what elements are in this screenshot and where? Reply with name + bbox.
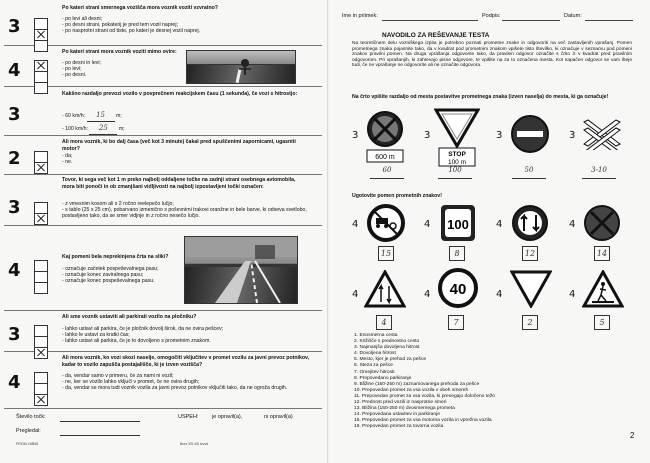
meaning-answer[interactable]: 8 bbox=[449, 246, 465, 261]
meaning-item: 12. Prednost pred vozili iz nasprotne smeri bbox=[354, 400, 447, 406]
options bbox=[62, 60, 101, 79]
question-3 bbox=[4, 87, 322, 136]
question-6 bbox=[4, 226, 322, 311]
question-4 bbox=[4, 136, 322, 175]
meaning-answer[interactable]: 7 bbox=[448, 315, 464, 330]
meaning-item: 14. Prepovedana ustavitev in parkiranje bbox=[354, 412, 440, 418]
points: 3 bbox=[8, 197, 21, 218]
meaning-item: 6. Steza za pešce bbox=[354, 363, 393, 369]
priority-oncoming-sign bbox=[510, 204, 550, 242]
road-obstacle-photo bbox=[186, 50, 296, 84]
points: 4 bbox=[424, 219, 431, 230]
page-number: 2 bbox=[630, 431, 635, 440]
option: - ne. bbox=[62, 159, 73, 166]
question-2 bbox=[4, 46, 322, 87]
points: 2 bbox=[8, 148, 21, 169]
result-label: USPEH: bbox=[178, 414, 199, 420]
question-text: Kakšno razdaljo prevozi vozilo v povprečnem reakcijskem času (1 sekunda), če vozi s hitrostjo: bbox=[62, 91, 298, 97]
form-code: PROM-V#B05 bbox=[16, 442, 39, 446]
speed-label: - 60 km/h: bbox=[62, 113, 86, 119]
option: - po desni in levi; bbox=[62, 60, 101, 66]
speed-number: 100 bbox=[447, 217, 469, 232]
option: - da, vendar se mora tudi voznik vozila za javni prevoz potnikov vključiti tako, da ne ogroža drugih. bbox=[62, 385, 288, 392]
no-stopping-sign-with-plate bbox=[364, 110, 406, 168]
question-1 bbox=[4, 3, 322, 46]
option: - s tablo (25 x 25 cm), pobarvano izmenično s poševnimi trakovi oranžne in bele barve, ki odseva svetlobo, postavljeno tako, da se smer vidjnje in z ročno nesečo lučjo. bbox=[62, 207, 307, 220]
lane-markings-photo bbox=[185, 237, 297, 303]
option: - označuje konec zaviralnega pasu; bbox=[62, 272, 144, 279]
points: 4 bbox=[8, 372, 21, 393]
points: 3 bbox=[8, 324, 21, 345]
option: - lahko ustavi ali parkira, če je pločnik dovolj širok, da ne ovira pešcev; bbox=[62, 326, 224, 332]
date-line[interactable] bbox=[585, 20, 633, 21]
distance-answer[interactable]: 50 bbox=[512, 166, 546, 179]
yield-stop-sign bbox=[434, 108, 480, 168]
meaning-item: 5. Mesto, kjer je prehod za pešce bbox=[354, 357, 427, 363]
failed-label: ni opravil(a) bbox=[264, 414, 293, 420]
no-stopping-parking-sign bbox=[582, 204, 622, 242]
unit: m; bbox=[118, 126, 125, 132]
meaning-item: 2. Križišče s prednostno cesto bbox=[354, 339, 420, 345]
speed-label: - 100 km/h: bbox=[62, 126, 88, 132]
points: 3 bbox=[496, 130, 503, 141]
question-text: Ali sme voznik ustaviti ali parkirati vozilo na pločniku? bbox=[62, 314, 197, 320]
meaning-item: 11. Prepovedan promet za vsa vozila, ki presegajo določeno težo bbox=[354, 393, 496, 399]
meaning-answer[interactable]: 2 bbox=[522, 315, 538, 330]
distance-answer[interactable]: 100 bbox=[438, 166, 472, 179]
points: 4 bbox=[8, 260, 21, 281]
pedestrian-crossing-sign bbox=[582, 270, 624, 308]
meaning-item: 9. Bližine (150-250 m) zaznamovanega prehoda za pešce bbox=[354, 381, 480, 387]
yield-sign bbox=[510, 270, 552, 308]
question-text: Po kateri strani mora voznik voziti mimo ovire: bbox=[62, 49, 177, 55]
meaning-item: 1. Enosmerna cesta bbox=[354, 333, 398, 338]
option: - po desni. bbox=[62, 72, 87, 79]
meaning-item: 13. Bližina (150-250 m) dvosmernega prometa bbox=[354, 406, 455, 412]
reviewer-line[interactable] bbox=[60, 435, 140, 436]
meaning-answer[interactable]: 15 bbox=[378, 246, 394, 261]
distance-answer[interactable]: 3-10 bbox=[582, 166, 616, 179]
stop-plate-text: STOP bbox=[448, 151, 466, 158]
question-text: Ali mora voznik, ki bo dalj časa (več kot 3 minute) čakal pred spuščenimi zapornicami, ugasniti motor? bbox=[62, 139, 296, 152]
railway-cross-sign bbox=[582, 118, 622, 150]
meaning-item: 4. Dovoljena hitrost bbox=[354, 351, 396, 357]
distance-input[interactable]: 25 bbox=[89, 122, 117, 135]
option: - lahko le ustavi za kratki čas; bbox=[62, 332, 130, 339]
option: - da, vendar samo v primeru, če za nami ni vozil; bbox=[62, 373, 174, 379]
passed-label: je opravil(a), bbox=[212, 414, 243, 420]
option: - označuje konec pospeševalnega pasu. bbox=[62, 278, 155, 285]
right-page bbox=[330, 0, 650, 463]
distance-plate: 100 m bbox=[447, 159, 467, 166]
points: 3 bbox=[8, 104, 21, 125]
no-entry-sign bbox=[510, 114, 550, 154]
question-7 bbox=[4, 311, 322, 352]
minimum-speed-sign bbox=[440, 204, 476, 242]
score-line[interactable] bbox=[60, 421, 140, 422]
meaning-answer[interactable]: 5 bbox=[594, 315, 610, 330]
option: - označuje začetek pospeševalnega pasu; bbox=[62, 266, 159, 272]
meaning-item: 15. Prepovedan promet za vsa motorna vozila in vprežna vozila bbox=[354, 418, 492, 424]
options bbox=[62, 266, 159, 285]
answer-box[interactable] bbox=[34, 202, 48, 225]
options bbox=[62, 153, 72, 165]
instructions-title: NAVODILO ZA REŠEVANJE TESTA bbox=[382, 32, 490, 39]
option: - po levi ali desni; bbox=[62, 16, 103, 22]
option: - lahko ustavi ali parkira, če je to dovoljeno s prometnim znakom. bbox=[62, 338, 211, 345]
question-text: Tovor, ki sega več kot 1 m preko najbolj oddaljene točke na zadnji strani osebnega avtomobila, mora biti ponoči in ob zmanjšani vidljivosti na najbolj izpostavljeni točki označen: bbox=[62, 177, 296, 190]
options bbox=[62, 201, 312, 220]
meaning-item: 16. Prepovedan promet za tovorna vozila bbox=[354, 424, 444, 430]
no-motor-vehicles-sign bbox=[367, 204, 405, 242]
option: - po desni strani, pokaterij je pred tem vozil naprej; bbox=[62, 22, 178, 29]
distance-answer[interactable]: 60 bbox=[370, 166, 404, 179]
speed-answers bbox=[62, 109, 125, 135]
options bbox=[62, 16, 200, 35]
option: - z vmesnim kosom ali s 2 ročno reelepečo lučjo; bbox=[62, 201, 174, 207]
distance-input[interactable]: 15 bbox=[87, 109, 115, 122]
meaning-answer[interactable]: 4 bbox=[376, 315, 392, 330]
options bbox=[62, 373, 287, 392]
meaning-item: 3. Najmanjša dovoljena hitrost bbox=[354, 345, 420, 351]
answer-box[interactable] bbox=[34, 372, 48, 406]
meaning-item: 8. Prepovedano parkiranje bbox=[354, 375, 412, 381]
option: - ne, ker se vozilo lahko vključi v promet, če ne ovira drugih; bbox=[62, 379, 200, 386]
points: 4 bbox=[8, 60, 21, 81]
name-label: Ime in priimek: bbox=[342, 13, 378, 19]
question-5 bbox=[4, 175, 322, 226]
page-fold bbox=[327, 0, 329, 463]
meaning-answer[interactable]: 14 bbox=[594, 246, 610, 261]
meaning-answer[interactable]: 12 bbox=[522, 246, 538, 261]
distance-plate: 600 m bbox=[375, 154, 395, 161]
unit: m; bbox=[115, 113, 122, 119]
option: - po levi; bbox=[62, 66, 82, 73]
name-line[interactable] bbox=[382, 20, 478, 21]
question-text: Po kateri strani smernega vozišča mora voznik voziti vzvratno? bbox=[62, 5, 218, 11]
points: 3 bbox=[569, 130, 576, 141]
points: 4 bbox=[569, 289, 576, 300]
meaning-question: Ugotovite pomen prometnih znakov! bbox=[352, 193, 442, 199]
signature-line[interactable] bbox=[502, 20, 560, 21]
answer-box[interactable] bbox=[34, 260, 48, 294]
points: 3 bbox=[352, 130, 359, 141]
signature-label: Podpis: bbox=[482, 13, 501, 19]
points: 4 bbox=[352, 289, 359, 300]
figure-photo bbox=[187, 51, 295, 83]
date-label: Datum: bbox=[564, 13, 582, 19]
points: 3 bbox=[8, 16, 21, 37]
meaning-item: 10. Prepovedan promet za vsa vozila v obeh smereh bbox=[354, 387, 469, 393]
points: 4 bbox=[496, 219, 503, 230]
points: 4 bbox=[569, 219, 576, 230]
edition-code: Brez 3/5 4/5 Izvod bbox=[180, 442, 209, 446]
meaning-item: 7. Omejitev hitrosti bbox=[354, 369, 395, 375]
option: - po nasprotni strani od tiste, po kateri je desnej vozil naprej. bbox=[62, 28, 201, 35]
reviewer-label: Pregledal: bbox=[16, 428, 41, 434]
points: 3 bbox=[424, 130, 431, 141]
sign-meanings-list bbox=[354, 333, 495, 431]
options bbox=[62, 326, 223, 345]
score-label: Število točk: bbox=[16, 414, 46, 420]
answer-box[interactable] bbox=[34, 151, 48, 174]
speed-number: 40 bbox=[449, 281, 467, 298]
instructions-text: Na teoretičnem delu vozniškega izpita je potrebno poznati prometne znake in odgovoriti na več zastavljenih vprašanj. Pomen prometnega znaka pojasnite tako, da v kvadrat pod prometnim znakom vpišete tisto številko, ki označuje v seznamu pod pomeni znakov pravilni pomen. Na druga vprašanja odgovorite tako, da pravilen odgovor označite s črko X v kvadrat pred pravilnim odgovorom. Pri vprašanjih, ki zahtevajo pisne odgovore, te vpišite na za to označena mesta. Kot napačen odgovor se vam šteje tudi, če ne vprašanje ne odgovorite ali ne označite odgovora. bbox=[352, 41, 632, 69]
question-8 bbox=[4, 352, 322, 409]
question-text: Kaj pomeni bela neprekinjena črta na sliki? bbox=[62, 254, 169, 260]
points: 4 bbox=[352, 219, 359, 230]
option: - da; bbox=[62, 153, 73, 159]
two-way-traffic-warning-sign bbox=[364, 270, 406, 308]
points: 4 bbox=[424, 289, 431, 300]
distance-question: Na črto vpišite razdaljo od mesta postavitve prometnega znaka (izven naselja) do mesta, ki ga označuje! bbox=[352, 94, 609, 100]
road-line-photo bbox=[184, 236, 298, 304]
points: 4 bbox=[496, 289, 503, 300]
question-text: Ali mora voznik, ko vozi skozi naselje, omogočiti vključitev v promet vozilu za javni prevoz potnikov, kadar to vozilo zapušča postajališče, ki je izven vozišča? bbox=[62, 355, 309, 368]
speed-limit-sign bbox=[438, 268, 478, 308]
